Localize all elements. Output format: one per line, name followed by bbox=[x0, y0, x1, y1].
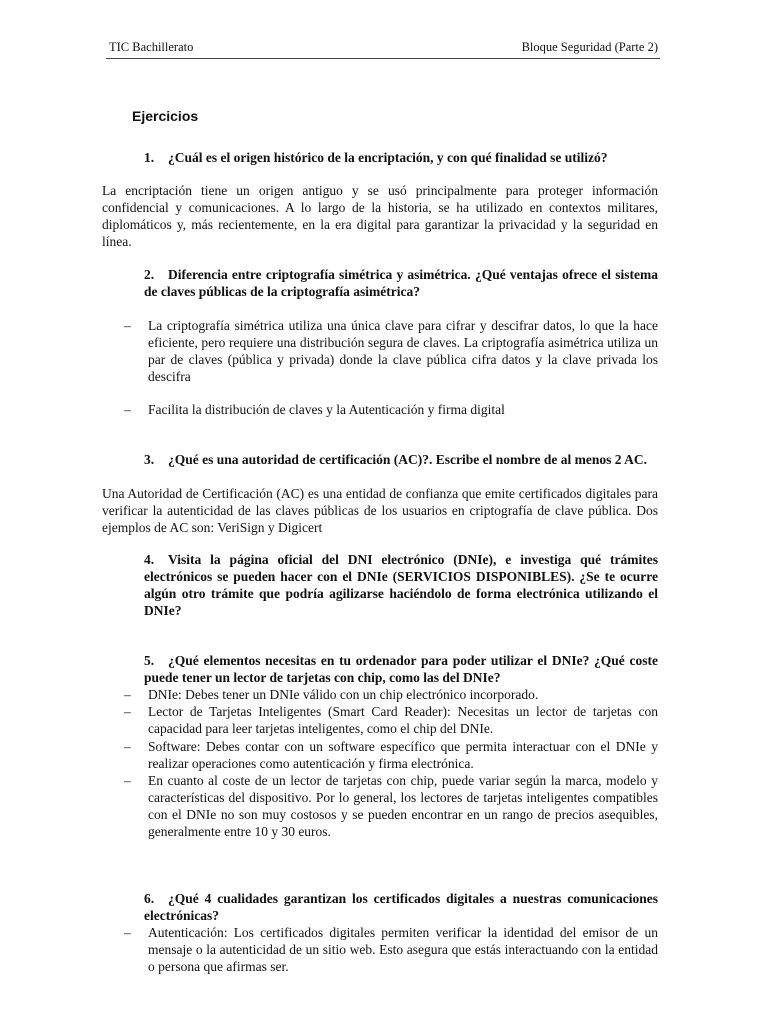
bullet-text: Facilita la distribución de claves y la Autenticación y firma digital bbox=[148, 402, 505, 417]
bullet-text: Software: Debes contar con un software específico que permita interactuar con el DNIe y realizar operaciones como autenticación y firma electrónica. bbox=[148, 739, 658, 771]
bullet-text: Lector de Tarjetas Inteligentes (Smart Card Reader): Necesitas un lector de tarjetas con capacidad para leer tarjetas inteligentes, como el chip del DNIe. bbox=[148, 704, 658, 736]
answer-5-bullet-3 bbox=[124, 738, 658, 772]
answer-6-bullet-1 bbox=[124, 924, 658, 975]
question-number: 5. bbox=[144, 653, 155, 668]
question-number: 2. bbox=[144, 267, 155, 282]
answer-1: La encriptación tiene un origen antiguo y se usó principalmente para proteger información confidencial y comunicaciones. A lo largo de la historia, se ha utilizado en contextos militares, diplomáticos y, más recientemente, en la era digital para garantizar la privacidad y la seguridad en línea. bbox=[102, 183, 658, 249]
answer-2-bullet-2 bbox=[124, 401, 658, 418]
dash-icon: – bbox=[124, 739, 131, 754]
question-6 bbox=[144, 890, 658, 924]
answer-3: Una Autoridad de Certificación (AC) es una entidad de confianza que emite certificados digitales para verificar la autenticidad de las claves públicas de los usuarios en criptografía de clave pública. Dos ejemplos de AC son: VeriSign y Digicert bbox=[102, 486, 658, 535]
answer-5-bullet-1 bbox=[124, 686, 658, 703]
question-text: ¿Qué elementos necesitas en tu ordenador para poder utilizar el DNIe? ¿Qué coste puede tener un lector de tarjetas con chip, como las del DNIe? bbox=[144, 653, 658, 685]
question-number: 3. bbox=[144, 452, 155, 467]
answer-5-bullet-4 bbox=[124, 772, 658, 840]
dash-icon: – bbox=[124, 925, 131, 940]
question-text: ¿Qué 4 cualidades garantizan los certificados digitales a nuestras comunicaciones electrónicas? bbox=[144, 891, 658, 923]
question-text: Visita la página oficial del DNI electrónico (DNIe), e investiga qué trámites electrónicos se pueden hacer con el DNIe (SERVICIOS DISPONIBLES). ¿Se te ocurre algún otro trámite que podría agilizarse haciéndolo de forma electrónica utilizando el DNIe? bbox=[144, 552, 658, 618]
bullet-text: DNIe: Debes tener un DNIe válido con un chip electrónico incorporado. bbox=[148, 687, 539, 702]
dash-icon: – bbox=[124, 773, 131, 788]
dash-icon: – bbox=[124, 704, 131, 719]
question-number: 4. bbox=[144, 552, 155, 567]
answer-5-bullet-2 bbox=[124, 703, 658, 737]
bullet-text: La criptografía simétrica utiliza una única clave para cifrar y descifrar datos, lo que la hace eficiente, pero requiere una distribución segura de claves. La criptografía asimétrica utiliza un par de claves (pública y privada) donde la clave pública cifra datos y la clave privada los descifra bbox=[148, 318, 658, 384]
question-text: ¿Cuál es el origen histórico de la encriptación, y con qué finalidad se utilizó? bbox=[168, 150, 608, 165]
question-number: 6. bbox=[144, 891, 155, 906]
section-title: Ejercicios bbox=[132, 108, 199, 124]
dash-icon: – bbox=[124, 687, 131, 702]
question-text: Diferencia entre criptografía simétrica y asimétrica. ¿Qué ventajas ofrece el sistema de claves públicas de la criptografía asimétrica? bbox=[144, 267, 658, 299]
bullet-text: Autenticación: Los certificados digitales permiten verificar la identidad del emisor de un mensaje o la autenticidad de un sitio web. Esto asegura que estás interactuando con la entidad o persona que afirmas ser. bbox=[148, 925, 658, 974]
question-5 bbox=[144, 652, 658, 686]
dash-icon: – bbox=[124, 318, 131, 333]
header-left: TIC Bachillerato bbox=[109, 40, 194, 54]
header-right: Bloque Seguridad (Parte 2) bbox=[521, 40, 658, 54]
question-4 bbox=[144, 551, 658, 619]
question-text: ¿Qué es una autoridad de certificación (AC)?. Escribe el nombre de al menos 2 AC. bbox=[168, 452, 647, 467]
question-number: 1. bbox=[144, 150, 155, 165]
dash-icon: – bbox=[124, 402, 131, 417]
question-1 bbox=[144, 149, 658, 166]
answer-2-bullet-1 bbox=[124, 317, 658, 385]
question-2 bbox=[144, 266, 658, 300]
header-rule bbox=[106, 58, 660, 59]
question-3 bbox=[144, 451, 658, 468]
bullet-text: En cuanto al coste de un lector de tarjetas con chip, puede variar según la marca, modelo y características del dispositivo. Por lo general, los lectores de tarjetas inteligentes compatibles con el DNIe no son muy costosos y se pueden encontrar en un rango de precios asequibles, generalmente entre 10 y 30 euros. bbox=[148, 773, 658, 839]
